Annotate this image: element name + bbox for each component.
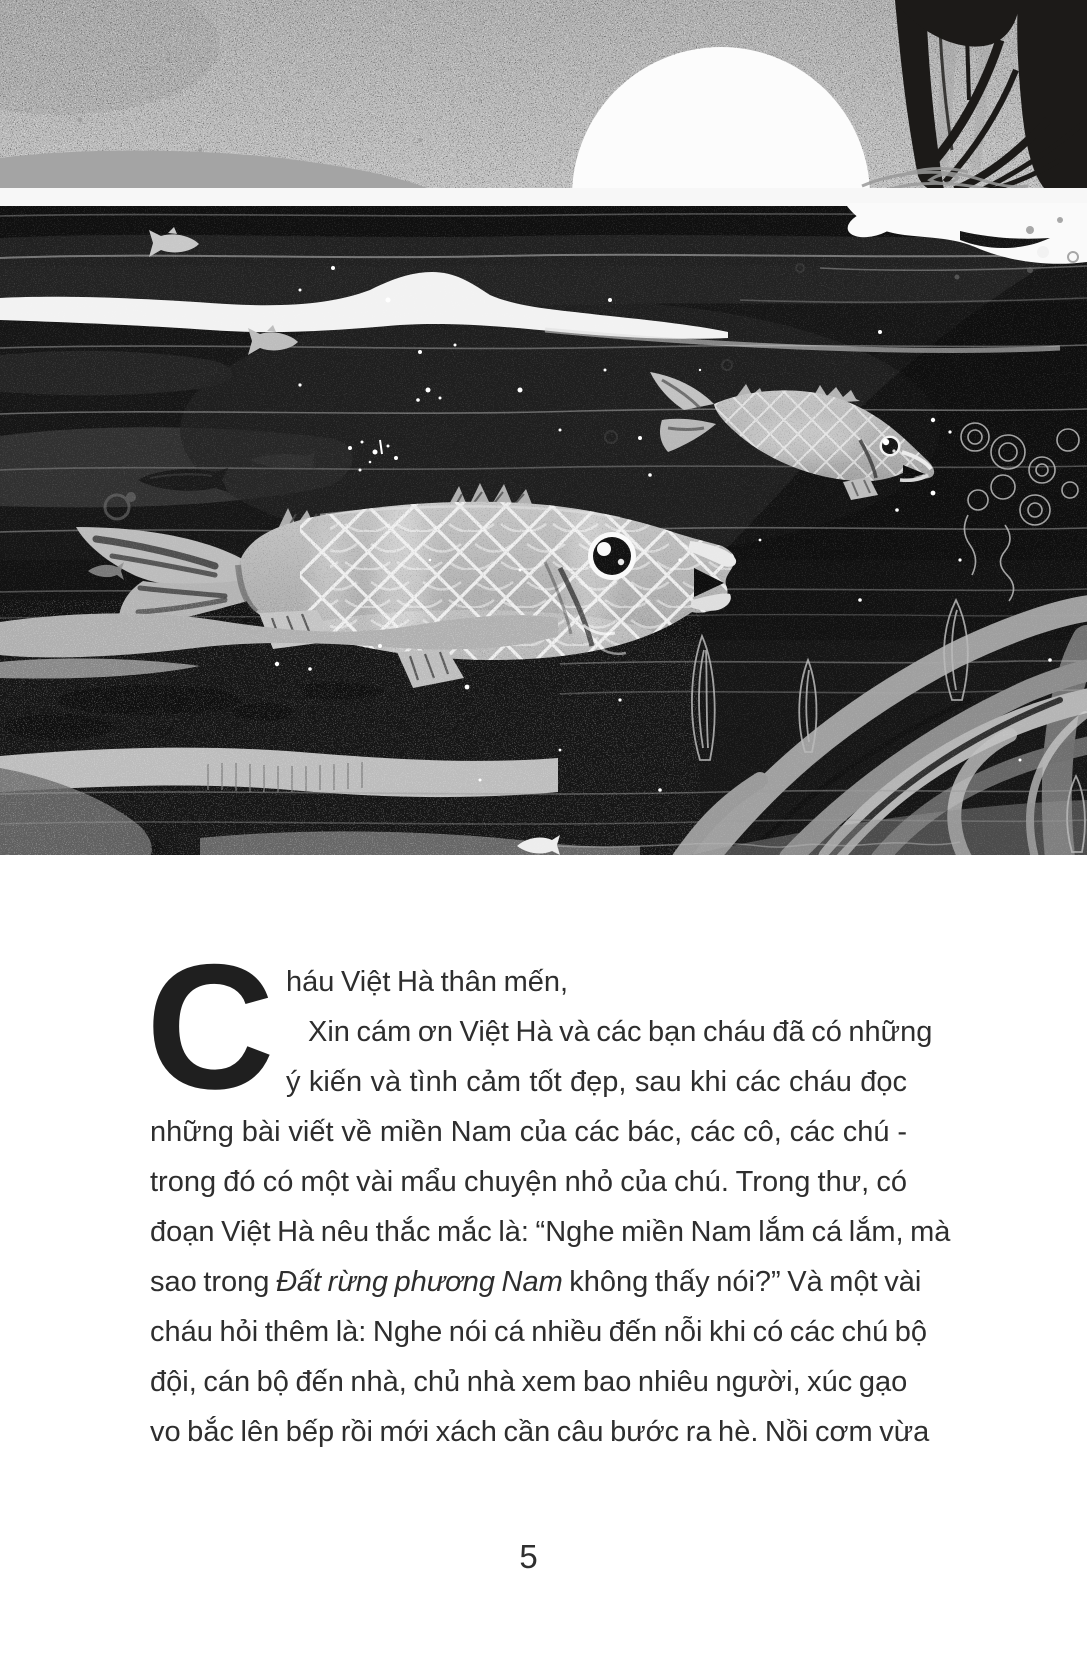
water-grain xyxy=(0,206,1087,855)
body-line-10: vo bắc lên bếp rồi mới xách cần câu bước ra hè. Nồi cơm vừa xyxy=(150,1416,930,1448)
body-line-6: đoạn Việt Hà nêu thắc mắc là: “Nghe miền Nam lắm cá lắm, mà xyxy=(150,1216,951,1248)
body-line-1: háu Việt Hà thân mến, xyxy=(286,966,569,998)
body-line-2: Xin cám ơn Việt Hà và các bạn cháu đã có những xyxy=(308,1016,933,1048)
body-line-8: cháu hỏi thêm là: Nghe nói cá nhiều đến nỗi khi có các chú bộ xyxy=(150,1316,928,1348)
body-line-4: những bài viết về miền Nam của các bác, các cô, các chú - xyxy=(150,1116,907,1148)
page-number: 5 xyxy=(519,1538,538,1575)
body-line-7: sao trong Đất rừng phương Nam không thấy nói?” Và một vài xyxy=(150,1266,922,1298)
letter-lines xyxy=(150,957,951,1457)
body-line-5: trong đó có một vài mẩu chuyện nhỏ của chú. Trong thư, có xyxy=(150,1166,907,1198)
body-line-9: đội, cán bộ đến nhà, chủ nhà xem bao nhiêu người, xúc gạo xyxy=(150,1366,908,1398)
body-line-3: ý kiến và tình cảm tốt đẹp, sau khi các cháu đọc xyxy=(286,1066,907,1098)
drop-cap: C xyxy=(146,927,275,1126)
